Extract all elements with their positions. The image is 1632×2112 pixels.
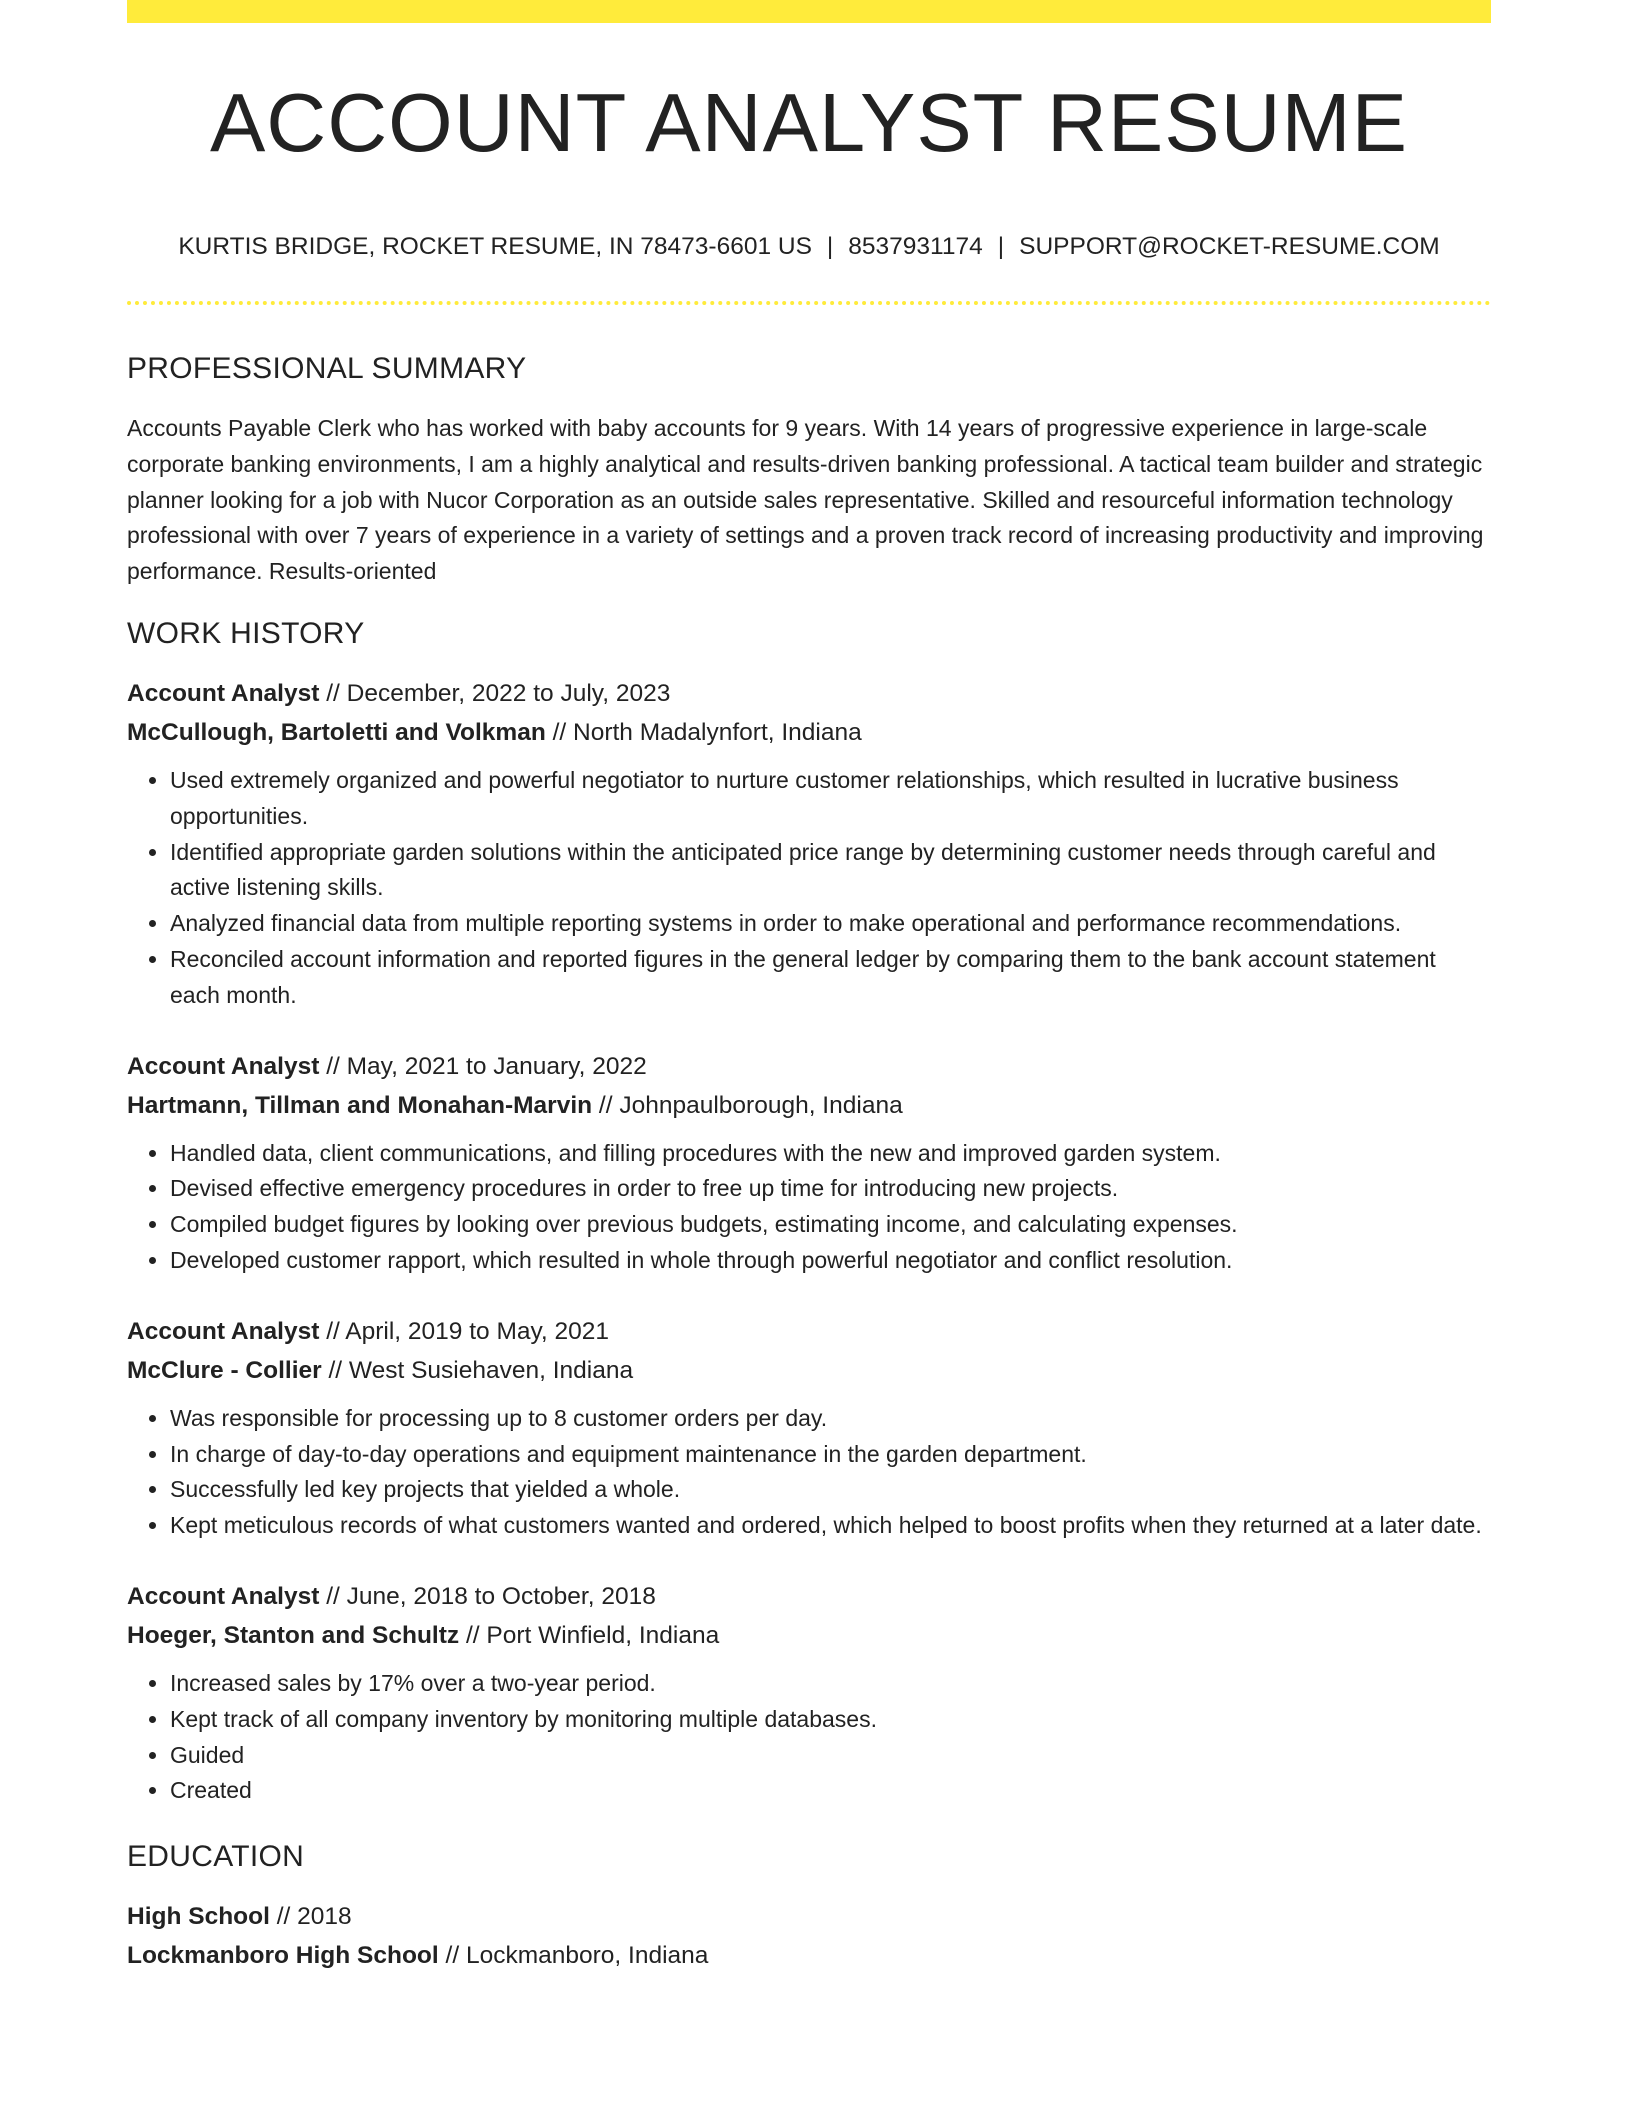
education-school-line (127, 1936, 1491, 1975)
job-bullet: • Was responsible for processing up to 8 customer orders per day. (170, 1401, 1491, 1437)
job-bullets (127, 1136, 1491, 1279)
job-bullet: • Kept meticulous records of what customers wanted and ordered, which helped to boost profits when they returned at a later date. (170, 1508, 1491, 1544)
job-dates: // May, 2021 to January, 2022 (319, 1052, 647, 1080)
job-entry (127, 1047, 1491, 1279)
job-location: // North Madalynfort, Indiana (545, 718, 862, 746)
job-entry (127, 1577, 1491, 1809)
job-company-line (127, 713, 1491, 752)
education-degree-line (127, 1897, 1491, 1936)
job-bullet: • Devised effective emergency procedures in order to free up time for introducing new projects. (170, 1171, 1491, 1207)
job-title-line (127, 1047, 1491, 1086)
job-bullet: • Used extremely organized and powerful negotiator to nurture customer relationships, which resulted in lucrative business opportunities. (170, 763, 1491, 835)
job-bullets (127, 1666, 1491, 1809)
education-degree: High School (127, 1903, 270, 1931)
job-location: // Johnpaulborough, Indiana (592, 1091, 903, 1119)
job-bullet: • Identified appropriate garden solutions within the anticipated price range by determining customer needs through careful and active listening skills. (170, 835, 1491, 907)
job-bullet: • In charge of day-to-day operations and equipment maintenance in the garden department. (170, 1437, 1491, 1473)
job-bullet: • Increased sales by 17% over a two-year period. (170, 1666, 1491, 1702)
contact-phone: 8537931174 (848, 233, 983, 260)
education-heading: EDUCATION (127, 1840, 305, 1874)
education-location: // Lockmanboro, Indiana (438, 1942, 709, 1970)
summary-heading: PROFESSIONAL SUMMARY (127, 352, 527, 385)
job-bullet: • Compiled budget figures by looking over previous budgets, estimating income, and calculating expenses. (170, 1207, 1491, 1243)
job-bullets (127, 1401, 1491, 1544)
job-bullets (127, 763, 1491, 1014)
job-title-line (127, 674, 1491, 713)
job-title-line (127, 1312, 1491, 1351)
job-company-line (127, 1351, 1491, 1390)
job-dates: // June, 2018 to October, 2018 (319, 1582, 656, 1610)
job-company-line (127, 1616, 1491, 1655)
resume-title: ACCOUNT ANALYST RESUME (209, 76, 1409, 169)
job-company: McClure - Collier (127, 1356, 322, 1384)
contact-line (127, 232, 1491, 262)
job-bullet: • Guided (170, 1738, 1491, 1774)
job-bullet: • Created (170, 1773, 1491, 1809)
job-bullet: • Handled data, client communications, and filling procedures with the new and improved garden system. (170, 1136, 1491, 1172)
resume-page (127, 0, 1491, 1975)
job-bullet: • Successfully led key projects that yielded a whole. (170, 1472, 1491, 1508)
job-bullet: • Analyzed financial data from multiple reporting systems in order to make operational and performance recommendations. (170, 906, 1491, 942)
job-bullet: • Developed customer rapport, which resulted in whole through powerful negotiator and conflict resolution. (170, 1243, 1491, 1279)
job-company: Hoeger, Stanton and Schultz (127, 1621, 460, 1649)
dotted-divider (127, 301, 1491, 305)
contact-address: KURTIS BRIDGE, ROCKET RESUME, IN 78473-6601 US (178, 233, 812, 260)
contact-separator: | (997, 233, 1005, 260)
job-location: // Port Winfield, Indiana (459, 1621, 720, 1649)
job-dates: // December, 2022 to July, 2023 (319, 679, 671, 707)
education-school: Lockmanboro High School (127, 1942, 439, 1970)
job-dates: // April, 2019 to May, 2021 (319, 1317, 610, 1345)
job-role: Account Analyst (127, 1052, 320, 1080)
job-title-line (127, 1577, 1491, 1616)
job-role: Account Analyst (127, 1317, 320, 1345)
job-bullet: • Reconciled account information and reported figures in the general ledger by comparing them to the bank account statement each month. (170, 942, 1491, 1014)
job-company-line (127, 1086, 1491, 1125)
job-company: Hartmann, Tillman and Monahan-Marvin (127, 1091, 593, 1119)
education-year: // 2018 (269, 1903, 352, 1931)
job-entry (127, 1312, 1491, 1544)
job-entry (127, 674, 1491, 1014)
job-role: Account Analyst (127, 1582, 320, 1610)
job-company: McCullough, Bartoletti and Volkman (127, 718, 546, 746)
contact-email[interactable]: SUPPORT@ROCKET-RESUME.COM (1019, 233, 1440, 260)
contact-separator: | (826, 233, 834, 260)
job-bullet: • Kept track of all company inventory by monitoring multiple databases. (170, 1702, 1491, 1738)
job-location: // West Susiehaven, Indiana (321, 1356, 634, 1384)
summary-text: Accounts Payable Clerk who has worked with baby accounts for 9 years. With 14 years of progressive experience in large-scale corporate banking environments, I am a highly analytical and results-driven banking professional. A tactical team builder and strategic planner looking for a job with Nucor Corporation as an outside sales representative. Skilled and resourceful information technology professional with over 7 years of experience in a variety of settings and a proven track record of increasing productivity and improving performance. Results-oriented (127, 415, 1484, 585)
work-history-heading: WORK HISTORY (127, 616, 365, 650)
job-role: Account Analyst (127, 679, 320, 707)
top-accent-bar (127, 0, 1491, 23)
